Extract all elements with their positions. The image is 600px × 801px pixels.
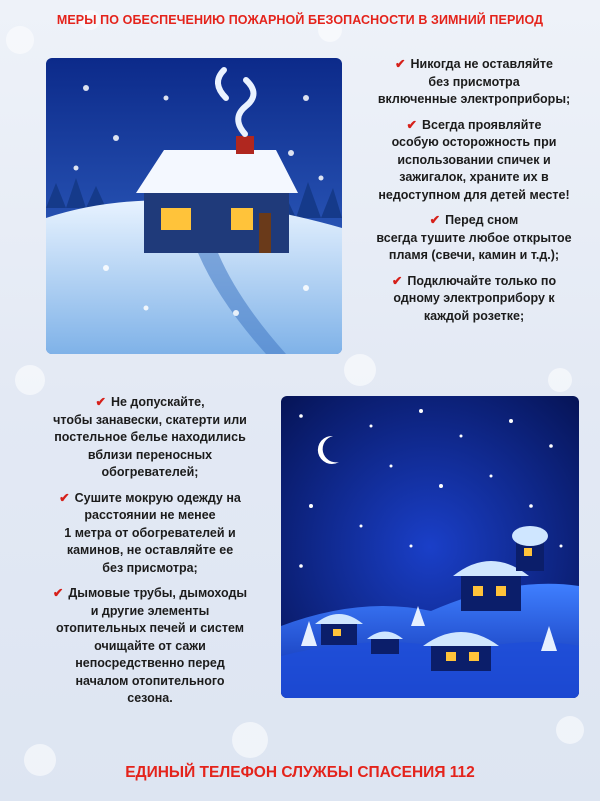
list-item: ✔ Не допускайте, чтобы занавески, скатерти или постельное белье находились вблизи переносных обогревателей; — [53, 395, 247, 479]
list-item: ✔ Всегда проявляйте особую осторожность при использовании спичек и зажигалок, храните их в недоступном для детей месте! — [378, 117, 570, 202]
list-item: ✔ Сушите мокрую одежду на расстоянии не менее 1 метра от обогревателей и каминов, не оставляйте ее без присмотра; — [59, 490, 241, 575]
checkmark-icon: ✔ — [395, 57, 406, 71]
rescue-phone-footer: ЕДИНЫЙ ТЕЛЕФОН СЛУЖБЫ СПАСЕНИЯ 112 — [125, 764, 475, 781]
checkmark-icon: ✔ — [52, 586, 64, 600]
tips-top-list — [348, 56, 600, 333]
list-item: ✔ Никогда не оставляйте без присмотра включенные электроприборы; — [377, 57, 571, 106]
checkmark-icon: ✔ — [429, 213, 441, 227]
checkmark-icon: ✔ — [95, 395, 106, 409]
tips-bottom-list — [20, 394, 280, 716]
list-item: ✔ Перед сном всегда тушите любое открытое пламя (свечи, камин и т.д.); — [376, 213, 572, 262]
night-village-illustration — [281, 396, 579, 698]
list-item: ✔ Дымовые трубы, дымоходы и другие элементы отопительных печей и систем очищайте от сажи непосредственно перед началом отопительного сезона. — [52, 586, 248, 705]
page-title: МЕРЫ ПО ОБЕСПЕЧЕНИЮ ПОЖАРНОЙ БЕЗОПАСНОСТИ В ЗИМНИЙ ПЕРИОД — [56, 13, 544, 27]
checkmark-icon: ✔ — [391, 273, 403, 288]
checkmark-icon: ✔ — [59, 490, 70, 505]
list-item: ✔ Подключайте только по одному электроприбору к каждой розетке; — [391, 273, 557, 323]
checkmark-icon: ✔ — [406, 117, 417, 132]
snow-house-illustration — [46, 58, 342, 354]
